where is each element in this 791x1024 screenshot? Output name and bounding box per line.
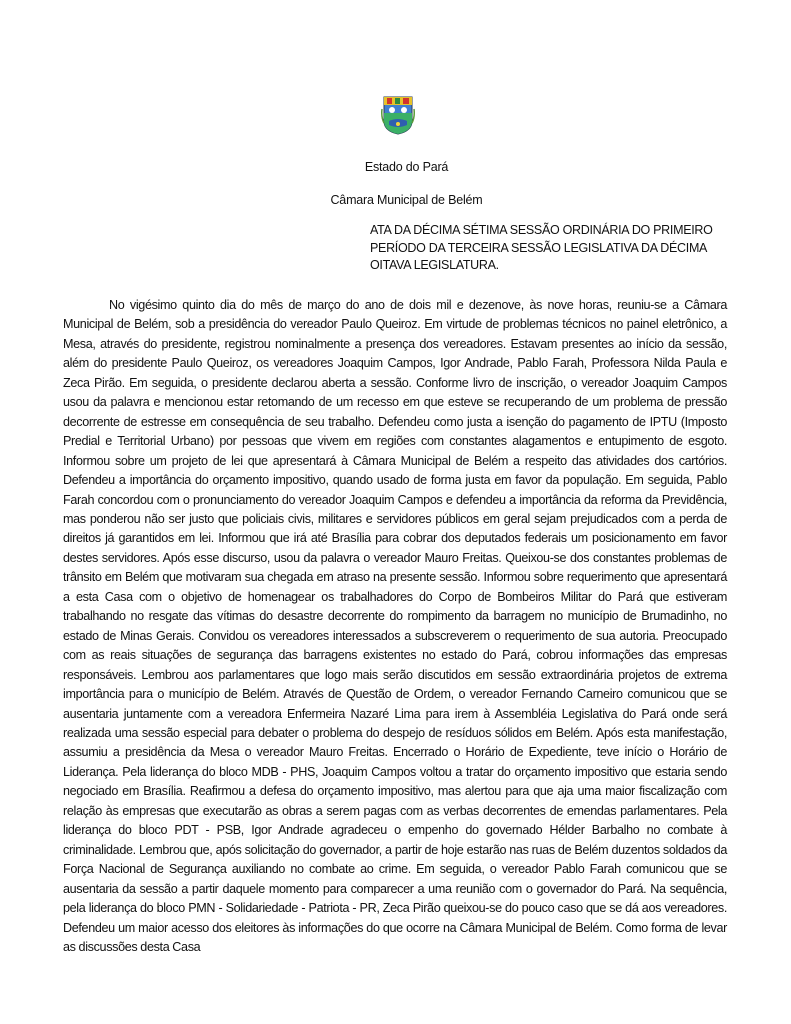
belem-coat-of-arms-icon <box>381 95 415 135</box>
state-name: Estado do Pará <box>364 160 449 174</box>
minutes-title: ATA DA DÉCIMA SÉTIMA SESSÃO ORDINÁRIA DO PRIMEIRO PERÍODO DA TERCEIRA SESSÃO LEGISLATIVA DA DÉCIMA OITAVA LEGISLATURA. <box>370 223 713 272</box>
council-name: Câmara Municipal de Belém <box>330 193 483 207</box>
minutes-body-paragraph: No vigésimo quinto dia do mês de março do ano de dois mil e dezenove, às nove horas, reuniu-se a Câmara Municipal de Belém, sob a presidência do vereador Paulo Queiroz. Em virtude de problemas técnicos no painel eletrônico, a Mesa, através do presidente, registrou nominalmente a presença dos vereadores. Estavam presentes ao início da sessão, além do presidente Paulo Queiroz, os vereadores Joaquim Campos, Igor Andrade, Pablo Farah, Professora Nilda Paula e Zeca Pirão. Em seguida, o presidente declarou aberta a sessão. Conforme livro de inscrição, o vereador Joaquim Campos usou da palavra e mencionou estar retomando de um recesso em que esteve se recuperando de um problema de pressão decorrente de estresse em consequência de seu trabalho. Defendeu como justa a isenção do pagamento de IPTU (Imposto Predial e Territorial Urbano) por pessoas que vivem em regiões com constantes alagamentos e entupimento de esgoto. Informou sobre um projeto de lei que apresentará à Câmara Municipal de Belém a respeito das atividades dos cartórios. Defendeu a importância do orçamento impositivo, quando usado de forma justa em favor da população. Em seguida, Pablo Farah concordou com o pronunciamento do vereador Joaquim Campos e defendeu a importância da reforma da Previdência, mas ponderou não ser justo que policiais civis, militares e servidores públicos em geral sejam prejudicados com a perda de direitos já garantidos em lei. Informou que irá até Brasília para cobrar dos deputados federais um posicionamento em favor destes servidores. Após esse discurso, usou da palavra o vereador Mauro Freitas. Queixou-se dos constantes problemas de trânsito em Belém que motivaram sua chegada em atraso na presente sessão. Informou sobre requerimento que apresentará a esta Casa com o objetivo de homenagear os trabalhadores do Corpo de Bombeiros Militar do Pará que estiveram trabalhando no resgate das vítimas do desastre decorrente do rompimento da barragem no município de Brumadinho, no estado de Minas Gerais. Convidou os vereadores interessados a subscreverem o requerimento de sua autoria. Preocupado com as reais situações de segurança das barragens existentes no estado do Pará, cobrou informações das empresas responsáveis. Lembrou aos parlamentares que logo mais serão discutidos em sessão extraordinária projetos de extrema importância para o município de Belém. Através de Questão de Ordem, o vereador Fernando Carneiro comunicou que se ausentaria juntamente com a vereadora Enfermeira Nazaré Lima para irem à Assembléia Legislativa do Pará onde será realizada uma sessão especial para debater o problema do despejo de resíduos sólidos em Belém. Após esta manifestação, assumiu a presidência da Mesa o vereador Mauro Freitas. Encerrado o Horário de Expediente, teve início o Horário de Liderança. Pela liderança do bloco MDB - PHS, Joaquim Campos voltou a tratar do orçamento impositivo que estaria sendo negociado em Brasília. Reafirmou a defesa do orçamento impositivo, mas alertou para que aja uma maior fiscalização com relação às empresas que executarão as obras a serem pagas com as verbas decorrentes de emendas parlamentares. Pela liderança do bloco PDT - PSB, Igor Andrade agradeceu o empenho do governado Hélder Barbalho no combate à criminalidade. Lembrou que, após solicitação do governador, a partir de hoje estarão nas ruas de Belém duzentos soldados da Força Nacional de Segurança auxiliando no combate ao crime. Em seguida, o vereador Pablo Farah comunicou que se ausentaria da sessão a partir daquele momento para comparecer a uma reunião com o governador do Pará. Na sequência, pela liderança do bloco PMN - Solidariedade - Patriota - PR, Zeca Pirão queixou-se do pouco caso que se dá aos vereadores. Defendeu um maior acesso dos eleitores às informações do que ocorre na Câmara Municipal de Belém. Como forma de levar as discussões desta Casa <box>63 298 727 954</box>
